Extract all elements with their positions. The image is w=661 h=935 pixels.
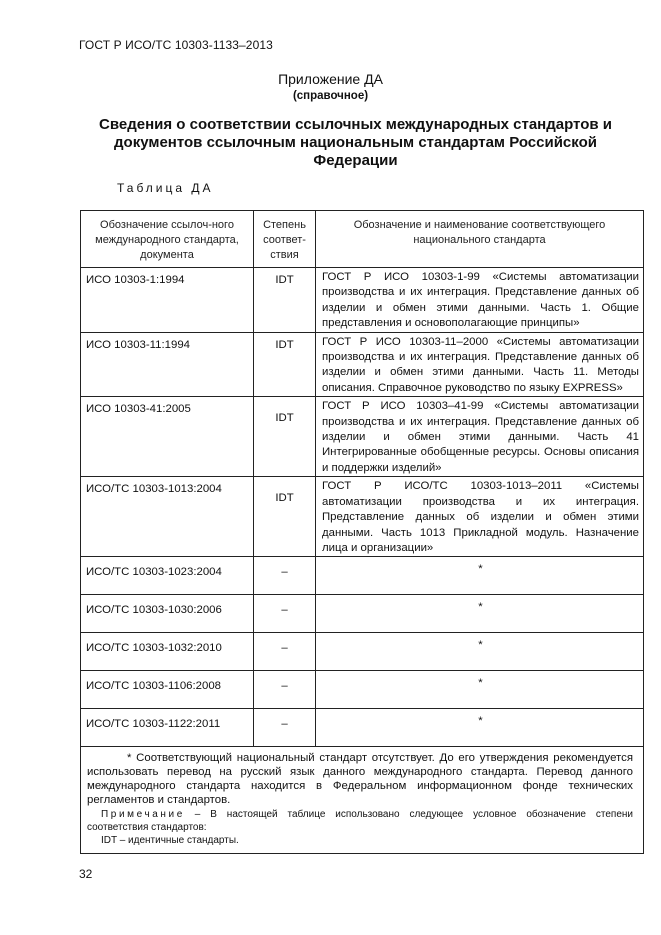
table-row [81, 709, 644, 747]
row-degree: – [254, 595, 316, 633]
table-row [81, 397, 644, 477]
correspondence-table [80, 210, 644, 854]
table-footnote-row [81, 747, 644, 854]
row-degree: – [254, 671, 316, 709]
row-designation: ИСО/ТС 10303-1106:2008 [81, 671, 254, 709]
table-note [87, 808, 633, 834]
header-degree: Степень соответ-ствия [254, 211, 316, 268]
annex-heading: Сведения о соответствии ссылочных международных стандартов и документов ссылочным национальным стандартам Российской Федерации [99, 116, 612, 169]
row-national: * [316, 671, 644, 709]
row-designation: ИСО/ТС 10303-1023:2004 [81, 557, 254, 595]
row-designation: ИСО 10303-1:1994 [81, 268, 254, 333]
table-row [81, 477, 644, 557]
annex-subtitle: (справочное) [292, 90, 369, 102]
row-national: * [316, 633, 644, 671]
row-degree: – [254, 709, 316, 747]
row-designation: ИСО/ТС 10303-1013:2004 [81, 477, 254, 557]
row-degree: IDT [254, 332, 316, 397]
table-row [81, 268, 644, 333]
row-designation: ИСО 10303-11:1994 [81, 332, 254, 397]
running-head: ГОСТ Р ИСО/ТС 10303-1133–2013 [79, 38, 273, 52]
table-header-row [81, 211, 644, 268]
row-national: ГОСТ Р ИСО 10303-11–2000 «Системы автоматизации производства и их интеграция. Представление данных об изделии и обмен этими данными. Часть 11. Методы описания. Справочное руководство по языку EXPRESS» [316, 332, 644, 397]
row-national: * [316, 557, 644, 595]
annex-title: Приложение ДА [278, 71, 383, 87]
row-national: ГОСТ Р ИСО/ТС 10303-1013–2011 «Системы автоматизации производства и их интеграция. Представление данных об изделии и обмен этими данными. Часть 1013 Прикладной модуль. Назначение лица и организации» [316, 477, 644, 557]
table-row [81, 557, 644, 595]
table-row [81, 332, 644, 397]
row-designation: ИСО/ТС 10303-1030:2006 [81, 595, 254, 633]
table-caption: Таблица ДА [117, 181, 214, 195]
row-national: ГОСТ Р ИСО 10303–41-99 «Системы автоматизации производства и их интеграция. Представление данных об изделии и обмен этими данными. Часть 41 Интегрированные обобщенные ресурсы. Основы описания и поддержки изделий» [316, 397, 644, 477]
note-item: IDT – идентичные стандарты. [101, 835, 239, 847]
row-designation: ИСО 10303-41:2005 [81, 397, 254, 477]
row-national: ГОСТ Р ИСО 10303-1-99 «Системы автоматизации производства и их интеграция. Представление данных об изделии и обмен этими данными. Часть 1. Общие представления и основополагающие принципы» [316, 268, 644, 333]
table-container [80, 210, 643, 854]
table-row [81, 671, 644, 709]
row-degree: IDT [254, 477, 316, 557]
row-degree: – [254, 557, 316, 595]
row-degree: – [254, 633, 316, 671]
table-footnote-cell [81, 747, 644, 854]
header-designation: Обозначение ссылоч-ного международного стандарта, документа [81, 211, 254, 268]
header-national: Обозначение и наименование соответствующего национального стандарта [316, 211, 644, 268]
row-degree: IDT [254, 268, 316, 333]
note-label: Примечание [101, 809, 185, 821]
note-text: – В настоящей таблице использовано следующее условное обозначение степени соответствия стандартов: [87, 809, 633, 834]
page-number: 32 [79, 867, 93, 881]
table-row [81, 633, 644, 671]
row-designation: ИСО/ТС 10303-1032:2010 [81, 633, 254, 671]
table-row [81, 595, 644, 633]
row-national: * [316, 595, 644, 633]
table-footnote: * Соответствующий национальный стандарт отсутствует. До его утверждения рекомендуется использовать перевод на русский язык данного международного стандарта. Перевод данного международного стандарта находится в Федеральном информационном фонде технических регламентов и стандартов. [87, 752, 633, 807]
row-designation: ИСО/ТС 10303-1122:2011 [81, 709, 254, 747]
row-national: * [316, 709, 644, 747]
row-degree: IDT [254, 397, 316, 477]
